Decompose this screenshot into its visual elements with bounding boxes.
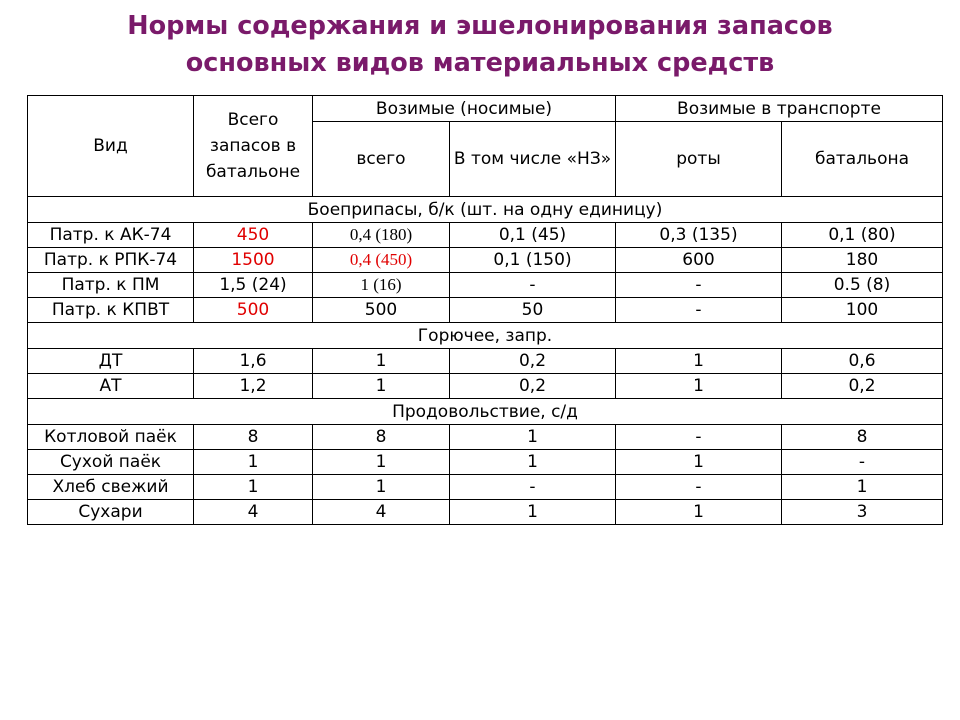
cell-carried-nz: - bbox=[450, 273, 616, 298]
header-carried-all: всего bbox=[313, 122, 450, 197]
cell-total: 1500 bbox=[194, 248, 313, 273]
cell-total: 1,6 bbox=[194, 349, 313, 374]
cell-company: 0,3 (135) bbox=[616, 223, 782, 248]
cell-battalion: 1 bbox=[782, 475, 943, 500]
table-row bbox=[28, 475, 943, 500]
cell-company: - bbox=[616, 425, 782, 450]
cell-battalion: 0,2 bbox=[782, 374, 943, 399]
cell-carried-nz: 1 bbox=[450, 500, 616, 525]
section-food bbox=[28, 399, 943, 425]
cell-vid: ДТ bbox=[28, 349, 194, 374]
header-total: Всего запасов в батальоне bbox=[194, 96, 313, 197]
cell-company: 1 bbox=[616, 374, 782, 399]
cell-total: 1,5 (24) bbox=[194, 273, 313, 298]
cell-battalion: 0,6 bbox=[782, 349, 943, 374]
cell-battalion: 100 bbox=[782, 298, 943, 323]
cell-company: 1 bbox=[616, 500, 782, 525]
cell-total: 4 bbox=[194, 500, 313, 525]
cell-carried-all: 4 bbox=[313, 500, 450, 525]
header-transport: Возимые в транспорте bbox=[616, 96, 943, 122]
cell-carried-nz: 0,2 bbox=[450, 374, 616, 399]
cell-company: - bbox=[616, 273, 782, 298]
cell-carried-all: 500 bbox=[313, 298, 450, 323]
cell-carried-nz: - bbox=[450, 475, 616, 500]
cell-total: 8 bbox=[194, 425, 313, 450]
header-carried: Возимые (носимые) bbox=[313, 96, 616, 122]
section-title: Боеприпасы, б/к (шт. на одну единицу) bbox=[28, 197, 943, 223]
cell-carried-nz: 1 bbox=[450, 450, 616, 475]
section-ammunition bbox=[28, 197, 943, 223]
table-row bbox=[28, 273, 943, 298]
cell-vid: Хлеб свежий bbox=[28, 475, 194, 500]
cell-carried-all: 8 bbox=[313, 425, 450, 450]
slide-title bbox=[0, 8, 960, 82]
table-row bbox=[28, 425, 943, 450]
cell-company: 1 bbox=[616, 450, 782, 475]
cell-company: 1 bbox=[616, 349, 782, 374]
cell-carried-all: 1 bbox=[313, 349, 450, 374]
cell-carried-nz: 1 bbox=[450, 425, 616, 450]
table-row bbox=[28, 298, 943, 323]
cell-battalion: 180 bbox=[782, 248, 943, 273]
cell-total: 450 bbox=[194, 223, 313, 248]
cell-vid: Патр. к АК-74 bbox=[28, 223, 194, 248]
cell-vid: Сухой паёк bbox=[28, 450, 194, 475]
cell-company: - bbox=[616, 475, 782, 500]
table-row bbox=[28, 450, 943, 475]
cell-battalion: 3 bbox=[782, 500, 943, 525]
supply-norms-table bbox=[27, 95, 943, 525]
slide-title-line-1: Нормы содержания и эшелонирования запасов bbox=[127, 11, 833, 41]
cell-vid: Патр. к РПК-74 bbox=[28, 248, 194, 273]
cell-carried-all: 1 bbox=[313, 374, 450, 399]
cell-battalion: 8 bbox=[782, 425, 943, 450]
header-vid: Вид bbox=[28, 96, 194, 197]
cell-carried-all: 1 bbox=[313, 475, 450, 500]
header-company: роты bbox=[616, 122, 782, 197]
cell-vid: АТ bbox=[28, 374, 194, 399]
cell-total: 1 bbox=[194, 450, 313, 475]
slide-title-line-2: основных видов материальных средств bbox=[185, 48, 775, 78]
cell-battalion: 0.5 (8) bbox=[782, 273, 943, 298]
cell-carried-nz: 0,1 (150) bbox=[450, 248, 616, 273]
cell-carried-all: 0,4 (180) bbox=[313, 223, 450, 248]
cell-battalion: - bbox=[782, 450, 943, 475]
cell-total: 500 bbox=[194, 298, 313, 323]
section-title: Горючее, запр. bbox=[28, 323, 943, 349]
table-row bbox=[28, 248, 943, 273]
cell-vid: Котловой паёк bbox=[28, 425, 194, 450]
cell-carried-all: 0,4 (450) bbox=[313, 248, 450, 273]
cell-carried-nz: 0,1 (45) bbox=[450, 223, 616, 248]
section-title: Продовольствие, с/д bbox=[28, 399, 943, 425]
cell-carried-nz: 0,2 bbox=[450, 349, 616, 374]
table-row bbox=[28, 349, 943, 374]
cell-total: 1 bbox=[194, 475, 313, 500]
table-row bbox=[28, 223, 943, 248]
cell-vid: Сухари bbox=[28, 500, 194, 525]
cell-carried-all: 1 bbox=[313, 450, 450, 475]
cell-company: 600 bbox=[616, 248, 782, 273]
header-carried-nz: В том числе «НЗ» bbox=[450, 122, 616, 197]
cell-vid: Патр. к КПВТ bbox=[28, 298, 194, 323]
cell-carried-all: 1 (16) bbox=[313, 273, 450, 298]
cell-battalion: 0,1 (80) bbox=[782, 223, 943, 248]
section-fuel bbox=[28, 323, 943, 349]
header-battalion: батальона bbox=[782, 122, 943, 197]
cell-vid: Патр. к ПМ bbox=[28, 273, 194, 298]
cell-company: - bbox=[616, 298, 782, 323]
table-row bbox=[28, 500, 943, 525]
cell-total: 1,2 bbox=[194, 374, 313, 399]
cell-carried-nz: 50 bbox=[450, 298, 616, 323]
table-row bbox=[28, 374, 943, 399]
